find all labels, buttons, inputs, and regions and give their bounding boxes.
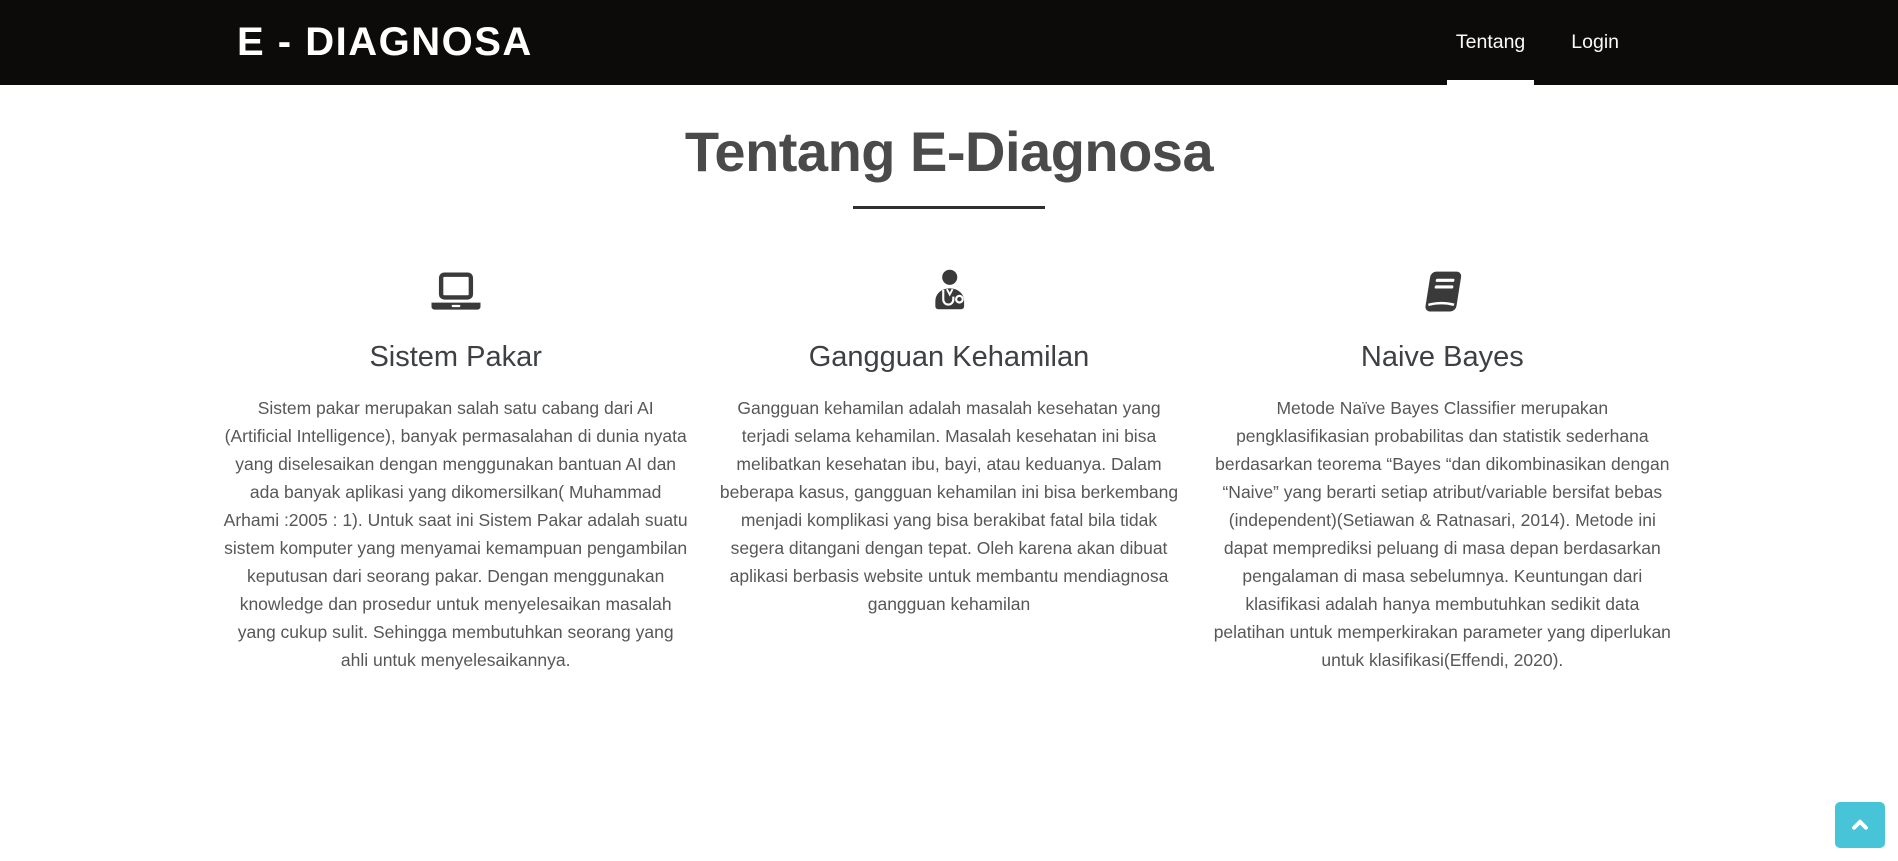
book-icon xyxy=(1210,269,1675,315)
scroll-to-top-button[interactable] xyxy=(1835,802,1885,848)
navbar xyxy=(0,0,1898,85)
title-divider xyxy=(853,206,1045,209)
feature-title: Naive Bayes xyxy=(1360,340,1524,373)
nav-item-login[interactable]: Login xyxy=(1571,31,1619,53)
feature-sistem-pakar xyxy=(209,269,702,674)
doctor-icon xyxy=(716,269,1181,315)
feature-gangguan-kehamilan xyxy=(702,269,1195,674)
feature-title: Sistem Pakar xyxy=(369,340,542,373)
nav-item-tentang[interactable]: Tentang xyxy=(1447,0,1534,85)
feature-naive-bayes xyxy=(1196,269,1689,674)
feature-title: Gangguan Kehamilan xyxy=(808,340,1090,373)
main-nav xyxy=(1419,0,1628,85)
brand-logo[interactable]: E - DIAGNOSA xyxy=(237,20,533,64)
laptop-icon xyxy=(223,269,688,315)
features-section xyxy=(209,269,1689,674)
feature-text: Gangguan kehamilan adalah masalah kesehatan yang terjadi selama kehamilan. Masalah kesehatan ini bisa melibatkan kesehatan ibu, bayi, atau keduanya. Dalam beberapa kasus, gangguan kehamilan ini bisa berkembang menjadi komplikasi yang bisa berakibat fatal bila tidak segera ditangani dengan tepat. Oleh karena akan dibuat aplikasi berbasis website untuk membantu mendiagnosa gangguan kehamilan xyxy=(719,397,1179,614)
feature-text: Sistem pakar merupakan salah satu cabang dari AI (Artificial Intelligence), banyak permasalahan di dunia nyata yang diselesaikan dengan menggunakan bantuan AI dan ada banyak aplikasi yang dikomersilkan( Muhammad Arhami :2005 : 1). Untuk saat ini Sistem Pakar adalah suatu sistem komputer yang menyamai kemampuan pengambilan keputusan dari seorang pakar. Dengan menggunakan knowledge dan prosedur untuk menyelesaikan masalah yang cukup sulit. Sehingga membutuhkan seorang yang ahli untuk menyelesaikannya. xyxy=(223,397,688,670)
chevron-up-icon xyxy=(1847,812,1873,838)
feature-text: Metode Naïve Bayes Classifier merupakan pengklasifikasian probabilitas dan statistik sederhana berdasarkan teorema “Bayes “dan dikombinasikan dengan “Naive” yang berarti setiap atribut/variable bersifat bebas (independent)(Setiawan & Ratnasari, 2014). Metode ini dapat memprediksi peluang di masa depan berdasarkan pengalaman di masa sebelumnya. Keuntungan dari klasifikasi adalah hanya membutuhkan sedikit data pelatihan untuk memperkirakan parameter yang diperlukan untuk klasifikasi(Effendi, 2020). xyxy=(1213,397,1671,670)
page-title: Tentang E-Diagnosa xyxy=(684,120,1214,183)
